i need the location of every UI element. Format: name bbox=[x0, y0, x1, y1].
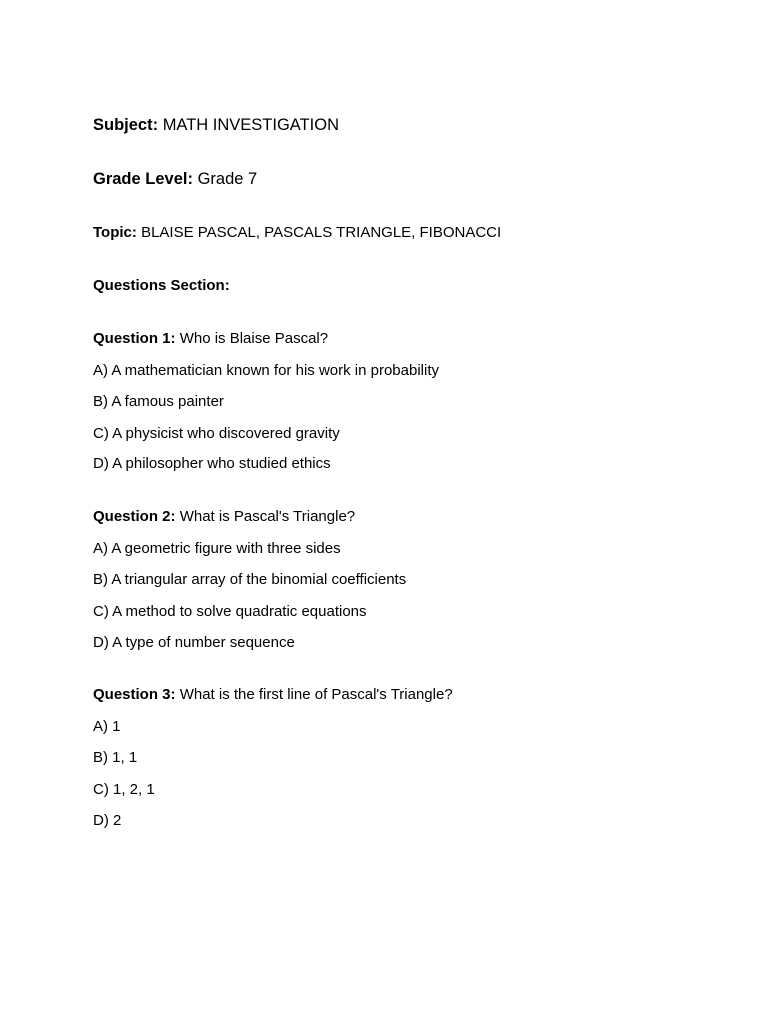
topic-value: BLAISE PASCAL, PASCALS TRIANGLE, FIBONACCI bbox=[141, 224, 502, 241]
question-3-option-c: C) 1, 2, 1 bbox=[93, 781, 155, 798]
question-3-option-a: A) 1 bbox=[93, 718, 121, 735]
question-1-option-d: D) A philosopher who studied ethics bbox=[93, 455, 331, 472]
subject-value: MATH INVESTIGATION bbox=[162, 116, 339, 134]
question-2-option-d: D) A type of number sequence bbox=[93, 634, 295, 651]
question-3 bbox=[93, 687, 453, 702]
question-3-label: Question 3: bbox=[93, 686, 176, 703]
question-1-option-c: C) A physicist who discovered gravity bbox=[93, 425, 340, 442]
topic-line bbox=[93, 225, 501, 240]
question-1-option-a: A) A mathematician known for his work in probability bbox=[93, 362, 439, 379]
grade-level-label: Grade Level: bbox=[93, 170, 193, 188]
question-1-option-b: B) A famous painter bbox=[93, 393, 224, 410]
question-2-label: Question 2: bbox=[93, 508, 176, 525]
question-2 bbox=[93, 509, 355, 524]
question-2-option-a: A) A geometric figure with three sides bbox=[93, 540, 341, 557]
question-1-label: Question 1: bbox=[93, 330, 176, 347]
grade-level-value: Grade 7 bbox=[197, 170, 258, 188]
question-3-option-d: D) 2 bbox=[93, 812, 122, 829]
subject-line bbox=[93, 117, 339, 134]
questions-section-heading bbox=[93, 278, 230, 293]
question-3-text: What is the first line of Pascal's Triangle? bbox=[179, 686, 453, 703]
question-2-option-b: B) A triangular array of the binomial coefficients bbox=[93, 571, 407, 588]
grade-level-line bbox=[93, 171, 257, 188]
topic-label: Topic: bbox=[93, 224, 137, 241]
question-2-option-c: C) A method to solve quadratic equations bbox=[93, 603, 367, 620]
question-1 bbox=[93, 331, 328, 346]
question-2-text: What is Pascal's Triangle? bbox=[179, 508, 356, 525]
questions-section-label: Questions Section: bbox=[93, 277, 230, 294]
subject-label: Subject: bbox=[93, 116, 159, 134]
question-1-text: Who is Blaise Pascal? bbox=[179, 330, 329, 347]
question-3-option-b: B) 1, 1 bbox=[93, 749, 138, 766]
